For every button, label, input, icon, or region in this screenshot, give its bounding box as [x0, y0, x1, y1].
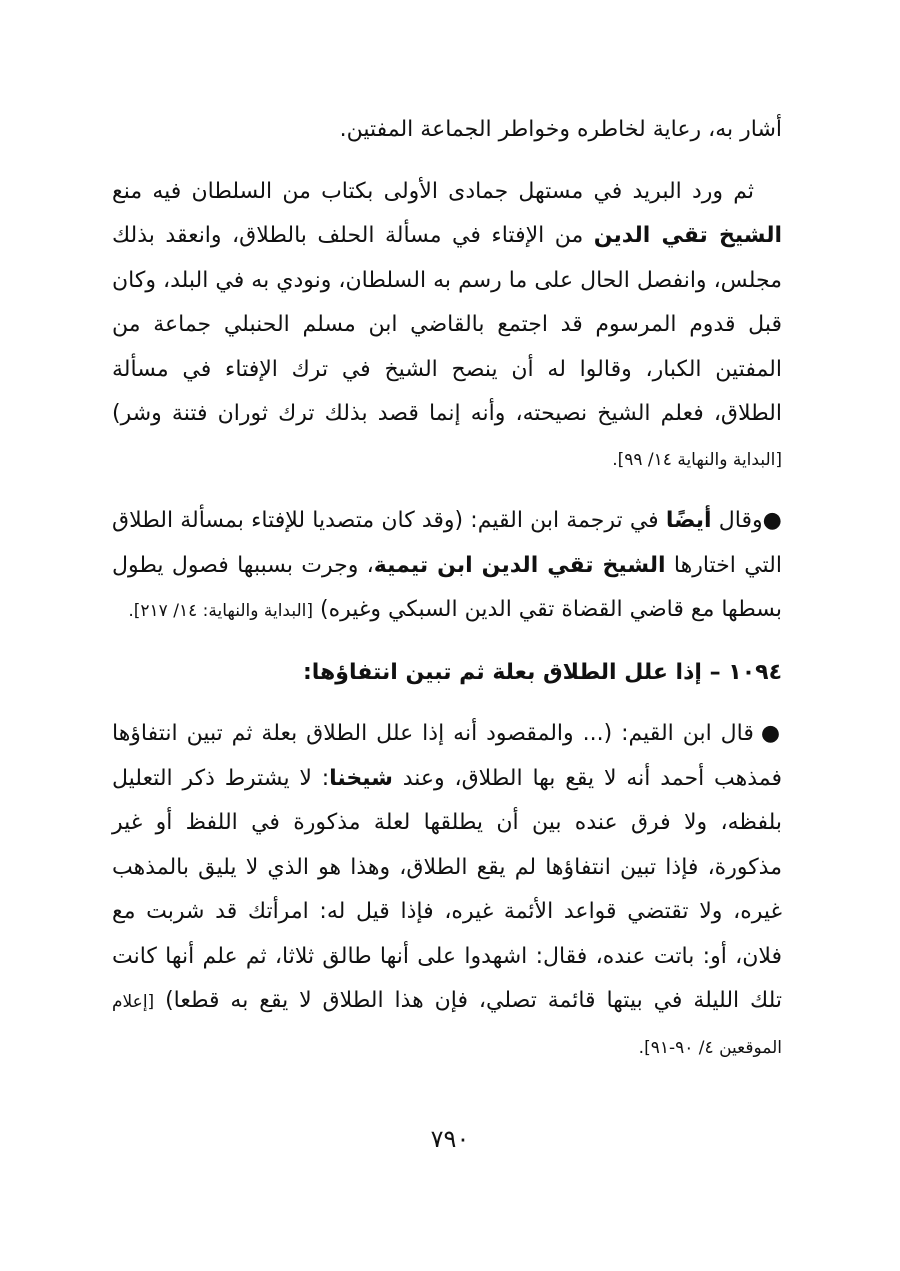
paragraph-2-citation: [البداية والنهاية ١٤/ ٩٩]. [612, 449, 782, 470]
paragraph-4-citation: [إعلام الموقعين ٤/ ٩٠-٩١]. [112, 992, 782, 1058]
paragraph-3-text-e: ، وجرت بسببها فصول يطول بسطها مع قاضي القضاة تقي الدين السبكي وغيره) [112, 552, 782, 622]
paragraph-2-text-a: ثم ورد البريد في مستهل جمادى الأولى بكتاب من السلطان فيه منع [112, 178, 754, 204]
paragraph-3-text-c: في ترجمة ابن القيم: (وقد كان متصديا للإفتاء بمسألة الطلاق التي اختارها [112, 508, 782, 578]
paragraph-3-citation: [البداية والنهاية: ١٤/ ٢١٧]. [128, 601, 314, 621]
paragraph-1 [112, 108, 782, 153]
page-body [112, 108, 782, 1070]
paragraph-2-text-c: من الإفتاء في مسألة الحلف بالطلاق، وانعقد بذلك مجلس، وانفصل الحال على ما رسم به السلطان، ونودي به في البلد، وكان قبل قدوم المرسوم قد اجتمع بالقاضي ابن مسلم الحنبلي جماعة من المفتين الكبار، وقالوا له أن ينصح الشيخ في ترك الإفتاء في مسألة الطلاق، فعلم الشيخ نصيحته، وأنه إنما قصد بذلك ترك ثوران فتنة وشر) [112, 223, 782, 426]
bullet-icon: ● [760, 721, 782, 746]
paragraph-3 [112, 499, 782, 634]
paragraph-2-bold-name: الشيخ تقي الدين [593, 223, 782, 248]
paragraph-2 [112, 170, 782, 483]
section-title: إذا علل الطلاق بعلة ثم تبين انتفاؤها: [302, 659, 702, 685]
paragraph-4 [112, 712, 782, 1070]
paragraph-4-bold-sheikh: شيخنا [329, 765, 393, 791]
section-heading [112, 651, 782, 696]
page-number: ٧٩٠ [430, 1125, 470, 1153]
paragraph-3-bold-name: الشيخ تقي الدين ابن تيمية [373, 552, 666, 578]
paragraph-3-bold-also: أيضًا [665, 508, 712, 533]
section-number: ١٠٩٤ – [709, 659, 782, 685]
bullet-icon: ● [762, 508, 782, 533]
paragraph-4-text-a: قال ابن القيم: (... والمقصود أنه إذا علل الطلاق بعلة ثم تبين انتفاؤها فمذهب أحمد أنه لا يقع بها الطلاق، وعند [112, 721, 782, 791]
paragraph-1-text: أشار به، رعاية لخاطره وخواطر الجماعة المفتين. [339, 117, 782, 142]
paragraph-4-text-c: : لا يشترط ذكر التعليل بلفظه، ولا فرق عنده بين أن يطلقها لعلة مذكورة في اللفظ أو غير مذكورة، فإذا تبين انتفاؤها لم يقع الطلاق، وهذا هو الذي لا يليق بالمذهب غيره، ولا تقتضي قواعد الأئمة غيره، فإذا قيل له: امرأتك قد شربت مع فلان، أو: باتت عنده، فقال: اشهدوا على أنها طالق ثلاثا، ثم علم أنها كانت تلك الليلة في بيتها قائمة تصلي، فإن هذا الطلاق لا يقع به قطعا) [112, 765, 782, 1013]
paragraph-3-text-a: وقال [711, 508, 763, 533]
